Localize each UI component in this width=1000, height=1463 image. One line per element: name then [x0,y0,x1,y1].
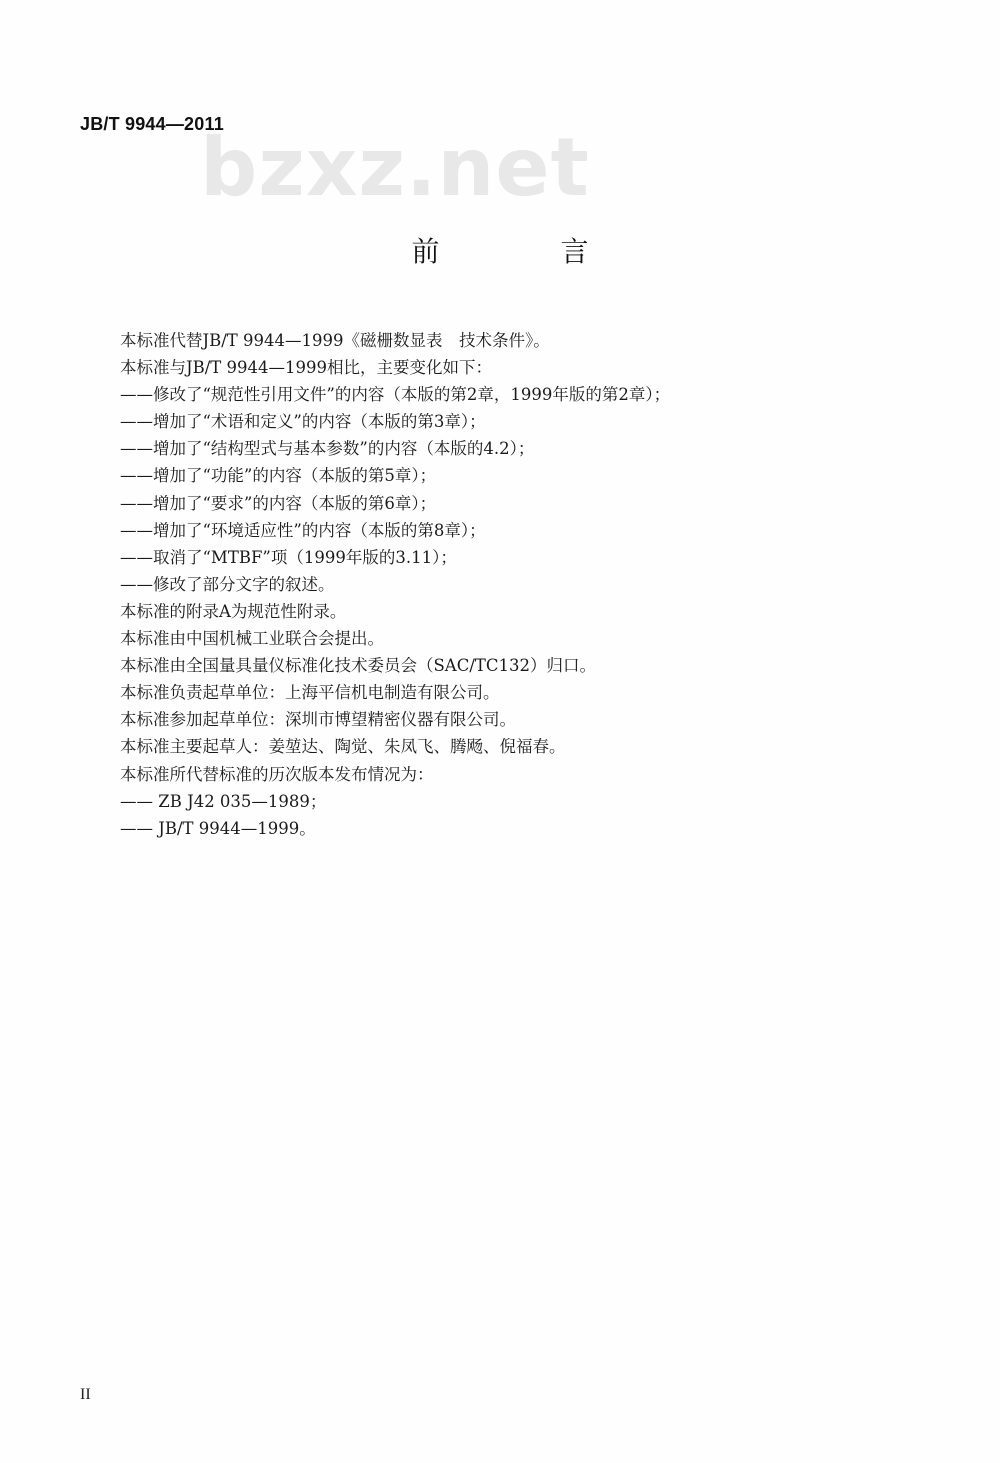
watermark: bzxz.net [200,121,590,214]
list-item: ——取消了“MTBF”项（1999年版的3.11）； [120,547,457,567]
list-item: ——修改了“规范性引用文件”的内容（本版的第2章，1999年版的第2章）； [120,385,671,405]
paragraph-line: 本标准与JB/T 9944—1999相比，主要变化如下： [120,358,493,378]
list-item: —— ZB J42 035—1989； [120,791,327,811]
list-item: ——增加了“环境适应性”的内容（本版的第8章）； [120,520,486,540]
list-item: ——修改了部分文字的叙述。 [120,574,335,594]
page-title [0,230,1000,270]
foreword-body [120,327,920,842]
paragraph-line: 本标准由全国量具量仪标准化技术委员会（SAC/TC132）归口。 [120,656,597,676]
standard-code: JB/T 9944—2011 [80,114,224,134]
paragraph-line: 本标准代替JB/T 9944—1999《磁栅数显表 技术条件》。 [120,331,550,350]
page-number: II [80,1386,91,1403]
list-item: ——增加了“要求”的内容（本版的第6章）； [120,493,437,513]
list-item: ——增加了“结构型式与基本参数”的内容（本版的4.2）； [120,439,535,459]
list-item: ——增加了“功能”的内容（本版的第5章）； [120,466,437,486]
paragraph-line: 本标准的附录A为规范性附录。 [120,601,347,621]
paragraph-line: 本标准所代替标准的历次版本发布情况为： [120,764,434,784]
page-title-text: 前 言 [411,235,645,268]
paragraph-line: 本标准参加起草单位：深圳市博望精密仪器有限公司。 [120,710,516,730]
paragraph-line: 本标准主要起草人：姜堃达、陶觉、朱凤飞、腾飏、倪福春。 [120,737,566,757]
list-item: ——增加了“术语和定义”的内容（本版的第3章）； [120,412,486,432]
paragraph-line: 本标准由中国机械工业联合会提出。 [120,629,384,649]
paragraph-line: 本标准负责起草单位：上海平信机电制造有限公司。 [120,683,500,703]
list-item: —— JB/T 9944—1999。 [120,818,316,838]
